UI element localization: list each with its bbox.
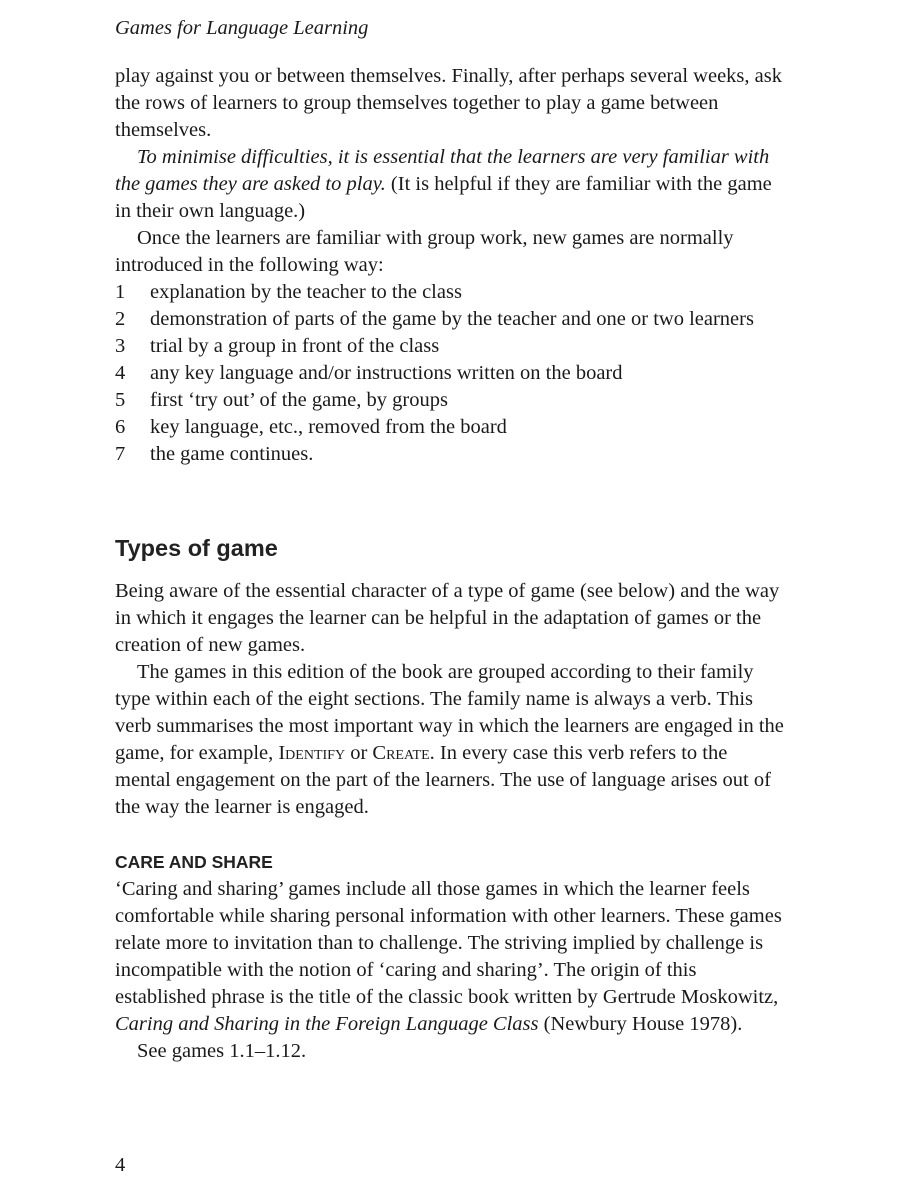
intro-paragraph-1: play against you or between themselves. Finally, after perhaps several weeks, ask the rows of learners to group themselves together to play a game between themselves.: [115, 65, 782, 141]
list-item-number: 3: [115, 335, 126, 357]
care-section: [115, 850, 787, 874]
types-paragraph-1: Being aware of the essential character of a type of game (see below) and the way in which it engages the learner can be helpful in the adaptation of games or the creation of new games.: [115, 580, 780, 656]
steps-list: [115, 279, 787, 468]
list-item-number: 2: [115, 308, 126, 330]
care-paragraph-1: [115, 876, 787, 1038]
list-item: [115, 279, 787, 306]
list-item-text: the game continues.: [150, 443, 314, 465]
list-item-text: any key language and/or instructions written on the board: [150, 362, 623, 384]
intro-paragraph-2-rest: (It is helpful if they are familiar with the game in their own language.): [115, 173, 772, 222]
types-section-body: [115, 578, 787, 821]
list-item-number: 1: [115, 281, 126, 303]
care-paragraph-1-a: ‘Caring and sharing’ games include all those games in which the learner feels comfortable while sharing personal information with other learners. These games relate more to invitation than to challenge. The striving implied by challenge is incompatible with the notion of ‘caring and sharing’. The origin of this established phrase is the title of the classic book written by Gertrude Moskowitz,: [115, 878, 782, 1008]
list-item: [115, 333, 787, 360]
page-number: 4: [115, 1154, 126, 1176]
list-item: [115, 414, 787, 441]
care-paragraph-2: See games 1.1–1.12.: [137, 1040, 307, 1062]
intro-paragraph-2-italic: To minimise difficulties, it is essential that the learners are very familiar with the games they are asked to play.: [115, 146, 770, 195]
care-section-body: [115, 876, 787, 1065]
list-item-text: demonstration of parts of the game by the teacher and one or two learners: [150, 308, 754, 330]
types-paragraph-2-or: or: [345, 742, 373, 764]
list-item-number: 4: [115, 362, 126, 384]
care-paragraph-1-b: (Newbury House 1978).: [538, 1013, 743, 1035]
subheading-care-and-share: CARE AND SHARE: [115, 852, 273, 872]
section-heading-types-of-game: Types of game: [115, 535, 278, 561]
types-paragraph-2: [115, 659, 787, 821]
list-item-text: first ‘try out’ of the game, by groups: [150, 389, 448, 411]
list-item-number: 7: [115, 443, 126, 465]
intro-paragraph-3: Once the learners are familiar with group work, new games are normally introduced in the following way:: [115, 227, 734, 276]
list-item-number: 5: [115, 389, 126, 411]
list-item: [115, 441, 787, 468]
family-name-identify: Identify: [278, 742, 346, 764]
list-item-text: key language, etc., removed from the board: [150, 416, 507, 438]
list-item-text: explanation by the teacher to the class: [150, 281, 462, 303]
list-item: [115, 306, 787, 333]
family-name-create: Create: [372, 742, 430, 764]
intro-paragraph-2: [115, 144, 787, 225]
intro-section: [115, 63, 787, 468]
running-head: Games for Language Learning: [115, 17, 369, 39]
types-paragraph-2-a: The games in this edition of the book are grouped according to their family type within each of the eight sections. The family name is always a verb. This verb summarises the most important way in which the learners are engaged in the game, for example,: [115, 661, 784, 764]
types-section: [115, 533, 787, 563]
list-item-text: trial by a group in front of the class: [150, 335, 440, 357]
book-title: Caring and Sharing in the Foreign Language Class: [115, 1013, 539, 1035]
list-item: [115, 387, 787, 414]
types-paragraph-2-b: . In every case this verb refers to the mental engagement on the part of the learners. The use of language arises out of the way the learner is engaged.: [115, 742, 771, 818]
list-item: [115, 360, 787, 387]
list-item-number: 6: [115, 416, 126, 438]
